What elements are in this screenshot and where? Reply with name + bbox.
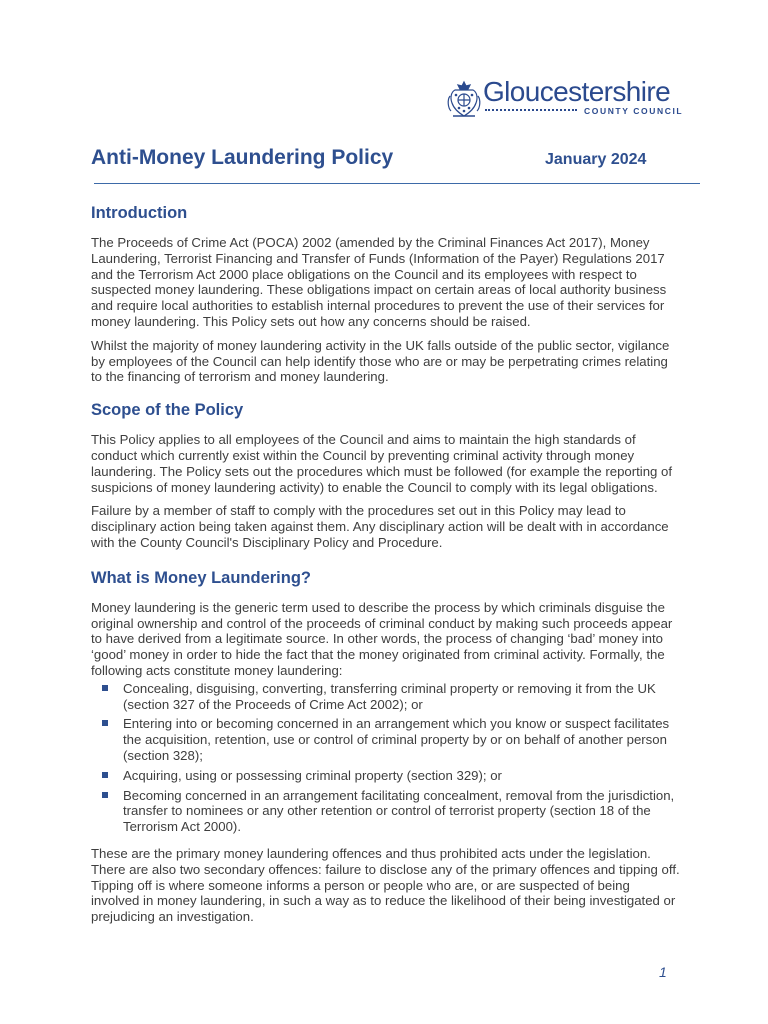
logo-name: Gloucestershire bbox=[483, 76, 671, 107]
document-body bbox=[91, 202, 681, 933]
page-number: 1 bbox=[659, 964, 667, 980]
paragraph: The Proceeds of Crime Act (POCA) 2002 (amended by the Criminal Finances Act 2017), Money Laundering, Terrorist Financing and Transfer of Funds (Information of the Payer) Regulations 2017 and the Terrorism Act 2000 place obligations on the Council and its employees with respect to suspected money laundering. These obligations impact on certain areas of local authority business and require local authorities to establish internal procedures to prevent the use of their services for money laundering. This Policy sets out how any concerns should be raised. bbox=[91, 235, 667, 329]
crest-icon bbox=[447, 78, 481, 120]
paragraph: Money laundering is the generic term used to describe the process by which criminals disguise the original ownership and control of the proceeds of criminal conduct by making such proceeds appear to have derived from a legitimate source. In other words, the process of changing ‘bad’ money into ‘good’ money in order to hide the fact that the money originated from criminal activity. Formally, the following acts constitute money laundering: bbox=[91, 599, 673, 678]
council-logo bbox=[447, 76, 692, 124]
list-item-text: Entering into or becoming concerned in an arrangement which you know or suspect facilitates the acquisition, retention, use or control of criminal property by or on behalf of another person (section 328); bbox=[123, 716, 670, 763]
bullet-list bbox=[91, 681, 681, 835]
logo-subtitle: COUNTY COUNCIL bbox=[584, 106, 684, 116]
paragraph: This Policy applies to all employees of the Council and aims to maintain the high standards of conduct which currently exist within the Council by preventing criminal activity through money laundering. The Policy sets out the procedures which must be followed (for example the reporting of suspicions of money laundering activity) to enable the Council to comply with its legal obligations. bbox=[91, 432, 673, 495]
list-item-text: Acquiring, using or possessing criminal property (section 329); or bbox=[123, 767, 502, 783]
square-bullet-icon bbox=[102, 685, 108, 691]
paragraph: Whilst the majority of money laundering activity in the UK falls outside of the public sector, vigilance by employees of the Council can help identify those who are or may be perpetrating crimes relating to the financing of terrorism and money laundering. bbox=[91, 337, 670, 385]
list-item bbox=[91, 788, 681, 835]
square-bullet-icon bbox=[102, 772, 108, 778]
section-what-is-money-laundering bbox=[91, 567, 681, 925]
header-divider bbox=[94, 183, 700, 184]
logo-divider bbox=[485, 109, 577, 114]
section-heading: Scope of the Policy bbox=[91, 401, 244, 420]
paragraph: Failure by a member of staff to comply with the procedures set out in this Policy may lead to disciplinary action being taken against them. Any disciplinary action will be dealt with in accordance with the County Council's Disciplinary Policy and Procedure. bbox=[91, 503, 669, 550]
document-title: Anti-Money Laundering Policy bbox=[91, 146, 394, 169]
list-item bbox=[91, 681, 681, 713]
list-item-text: Becoming concerned in an arrangement facilitating concealment, removal from the jurisdiction, transfer to nominees or any other retention or control of terrorist property (section 18 of the Terrorism Act 2000). bbox=[123, 787, 675, 835]
square-bullet-icon bbox=[102, 792, 108, 798]
square-bullet-icon bbox=[102, 720, 108, 726]
section-introduction bbox=[91, 202, 681, 385]
document-date: January 2024 bbox=[545, 151, 647, 168]
section-heading: What is Money Laundering? bbox=[91, 568, 312, 587]
section-scope bbox=[91, 399, 681, 551]
list-item bbox=[91, 768, 681, 784]
paragraph: These are the primary money laundering offences and thus prohibited acts under the legislation. There are also two secondary offences: failure to disclose any of the primary offences and tipping off. Tipping off is where someone informs a person or people who are, or are suspected of being involved in money laundering, in such a way as to reduce the likelihood of their being investigated or prejudicing an investigation. bbox=[91, 845, 680, 925]
list-item bbox=[91, 716, 681, 763]
list-item-text: Concealing, disguising, converting, transferring criminal property or removing it from the UK (section 327 of the Proceeds of Crime Act 2002); or bbox=[123, 680, 656, 712]
section-heading: Introduction bbox=[91, 204, 188, 222]
